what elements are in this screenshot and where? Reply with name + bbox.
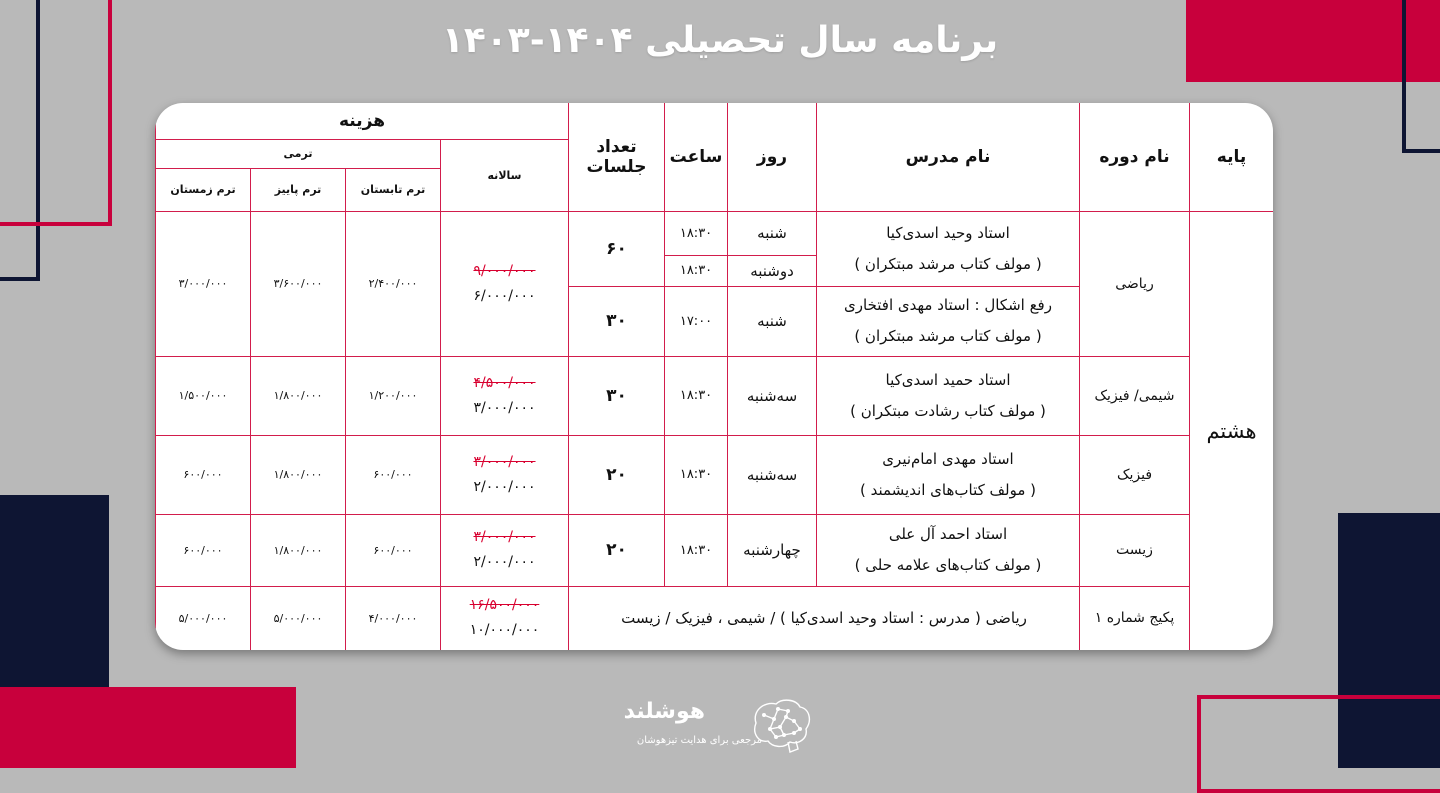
cell-winter-bio: ۶۰۰/۰۰۰ xyxy=(156,514,251,586)
cell-day: چهارشنبه xyxy=(728,514,817,586)
cell-time: ۱۷:۰۰ xyxy=(665,286,728,356)
new-price: ۳/۰۰۰/۰۰۰ xyxy=(473,399,536,416)
cell-annual-bio xyxy=(441,514,569,586)
cell-winter-physics: ۶۰۰/۰۰۰ xyxy=(156,435,251,514)
teacher-credit: ( مولف کتاب رشادت مبتکران ) xyxy=(850,401,1046,420)
new-price: ۶/۰۰۰/۰۰۰ xyxy=(473,287,536,304)
old-price: ۳/۰۰۰/۰۰۰ xyxy=(473,529,536,545)
cell-course-physics: فیزیک xyxy=(1080,435,1190,514)
header-autumn: ترم پاییز xyxy=(251,168,346,211)
cell-course-bio: زیست xyxy=(1080,514,1190,586)
cell-summer-math: ۲/۴۰۰/۰۰۰ xyxy=(346,211,441,356)
teacher-name: استاد احمد آل علی xyxy=(888,525,1008,543)
deco-block-bottom-left-red xyxy=(0,687,296,768)
cell-time: ۱۸:۳۰ xyxy=(665,435,728,514)
teacher-credit: ( مولف کتاب‌های اندیشمند ) xyxy=(859,480,1037,499)
new-price: ۱۰/۰۰۰/۰۰۰ xyxy=(469,622,540,638)
cell-course-chem: شیمی/ فیزیک xyxy=(1080,356,1190,435)
header-course: نام دوره xyxy=(1080,103,1190,211)
teacher-name: استاد وحید اسدی‌کیا xyxy=(886,223,1010,242)
deco-block-bottom-left-navy xyxy=(0,495,109,687)
cell-autumn-bio: ۱/۸۰۰/۰۰۰ xyxy=(251,514,346,586)
header-day: روز xyxy=(728,103,817,211)
cell-summer-physics: ۶۰۰/۰۰۰ xyxy=(346,435,441,514)
cell-teacher-math xyxy=(817,211,1080,286)
cell-package-description: ریاضی ( مدرس : استاد وحید اسدی‌کیا ) / شیمی ، فیزیک / زیست xyxy=(569,586,1080,650)
teacher-name: رفع اشکال : استاد مهدی افتخاری xyxy=(844,296,1052,314)
brain-icon xyxy=(748,697,814,753)
cell-day: شنبه xyxy=(728,286,817,356)
page-title: برنامه سال تحصیلی ۱۴۰۴-۱۴۰۳ xyxy=(441,20,999,61)
new-price: ۲/۰۰۰/۰۰۰ xyxy=(473,478,536,495)
teacher-credit: ( مولف کتاب‌های علامه حلی ) xyxy=(854,556,1042,574)
teacher-name: استاد مهدی امام‌نیری xyxy=(882,449,1014,468)
cell-sessions: ۲۰ xyxy=(569,435,665,514)
schedule-table xyxy=(155,103,1273,650)
cell-annual-package xyxy=(441,586,569,650)
cell-winter-chem: ۱/۵۰۰/۰۰۰ xyxy=(156,356,251,435)
cell-winter-math: ۳/۰۰۰/۰۰۰ xyxy=(156,211,251,356)
header-time: ساعت xyxy=(665,103,728,211)
brand-logo xyxy=(600,695,840,755)
brand-name: هوشلند xyxy=(623,699,705,724)
cell-package-name: پکیج شماره ۱ xyxy=(1080,586,1190,650)
cell-summer-package: ۴/۰۰۰/۰۰۰ xyxy=(346,586,441,650)
cell-winter-package: ۵/۰۰۰/۰۰۰ xyxy=(156,586,251,650)
old-price: ۳/۰۰۰/۰۰۰ xyxy=(473,453,536,470)
header-teacher: نام مدرس xyxy=(817,103,1080,211)
cell-teacher-physics xyxy=(817,435,1080,514)
header-annual: سالانه xyxy=(441,139,569,211)
cell-sessions: ۶۰ xyxy=(569,211,665,286)
cell-autumn-package: ۵/۰۰۰/۰۰۰ xyxy=(251,586,346,650)
header-termly: ترمی xyxy=(156,139,441,168)
cell-annual-math xyxy=(441,211,569,356)
old-price: ۱۶/۵۰۰/۰۰۰ xyxy=(469,597,540,613)
cell-autumn-math: ۳/۶۰۰/۰۰۰ xyxy=(251,211,346,356)
cell-grade: هشتم xyxy=(1190,211,1274,650)
old-price: ۴/۵۰۰/۰۰۰ xyxy=(473,374,536,391)
cell-sessions: ۲۰ xyxy=(569,514,665,586)
header-cost: هزینه xyxy=(156,103,569,139)
new-price: ۲/۰۰۰/۰۰۰ xyxy=(473,554,536,570)
cell-course-math: ریاضی xyxy=(1080,211,1190,356)
header-summer: ترم تابستان xyxy=(346,168,441,211)
cell-autumn-chem: ۱/۸۰۰/۰۰۰ xyxy=(251,356,346,435)
header-sessions: تعداد جلسات xyxy=(569,103,665,211)
cell-day: شنبه xyxy=(728,211,817,255)
cell-summer-chem: ۱/۲۰۰/۰۰۰ xyxy=(346,356,441,435)
cell-time: ۱۸:۳۰ xyxy=(665,356,728,435)
brand-tagline: مرجعی برای هدایت تیزهوشان xyxy=(636,735,762,746)
cell-time: ۱۸:۳۰ xyxy=(665,514,728,586)
old-price: ۹/۰۰۰/۰۰۰ xyxy=(473,262,536,279)
cell-day: سه‌شنبه xyxy=(728,356,817,435)
cell-summer-bio: ۶۰۰/۰۰۰ xyxy=(346,514,441,586)
cell-teacher-chem xyxy=(817,356,1080,435)
cell-sessions: ۳۰ xyxy=(569,286,665,356)
cell-teacher-bio xyxy=(817,514,1080,586)
teacher-credit: ( مولف کتاب مرشد مبتکران ) xyxy=(854,327,1042,345)
cell-time: ۱۸:۳۰ xyxy=(665,211,728,255)
cell-day: سه‌شنبه xyxy=(728,435,817,514)
cell-day: دوشنبه xyxy=(728,255,817,286)
cell-autumn-physics: ۱/۸۰۰/۰۰۰ xyxy=(251,435,346,514)
header-grade: پایه xyxy=(1190,103,1274,211)
cell-annual-physics xyxy=(441,435,569,514)
schedule-table-card xyxy=(155,103,1273,650)
cell-annual-chem xyxy=(441,356,569,435)
teacher-name: استاد حمید اسدی‌کیا xyxy=(885,370,1011,389)
cell-sessions: ۳۰ xyxy=(569,356,665,435)
teacher-credit: ( مولف کتاب مرشد مبتکران ) xyxy=(854,254,1042,273)
deco-frame-bottom-right-red xyxy=(1197,695,1440,793)
cell-time: ۱۸:۳۰ xyxy=(665,255,728,286)
header-winter: ترم زمستان xyxy=(156,168,251,211)
cell-teacher-math-support xyxy=(817,286,1080,356)
